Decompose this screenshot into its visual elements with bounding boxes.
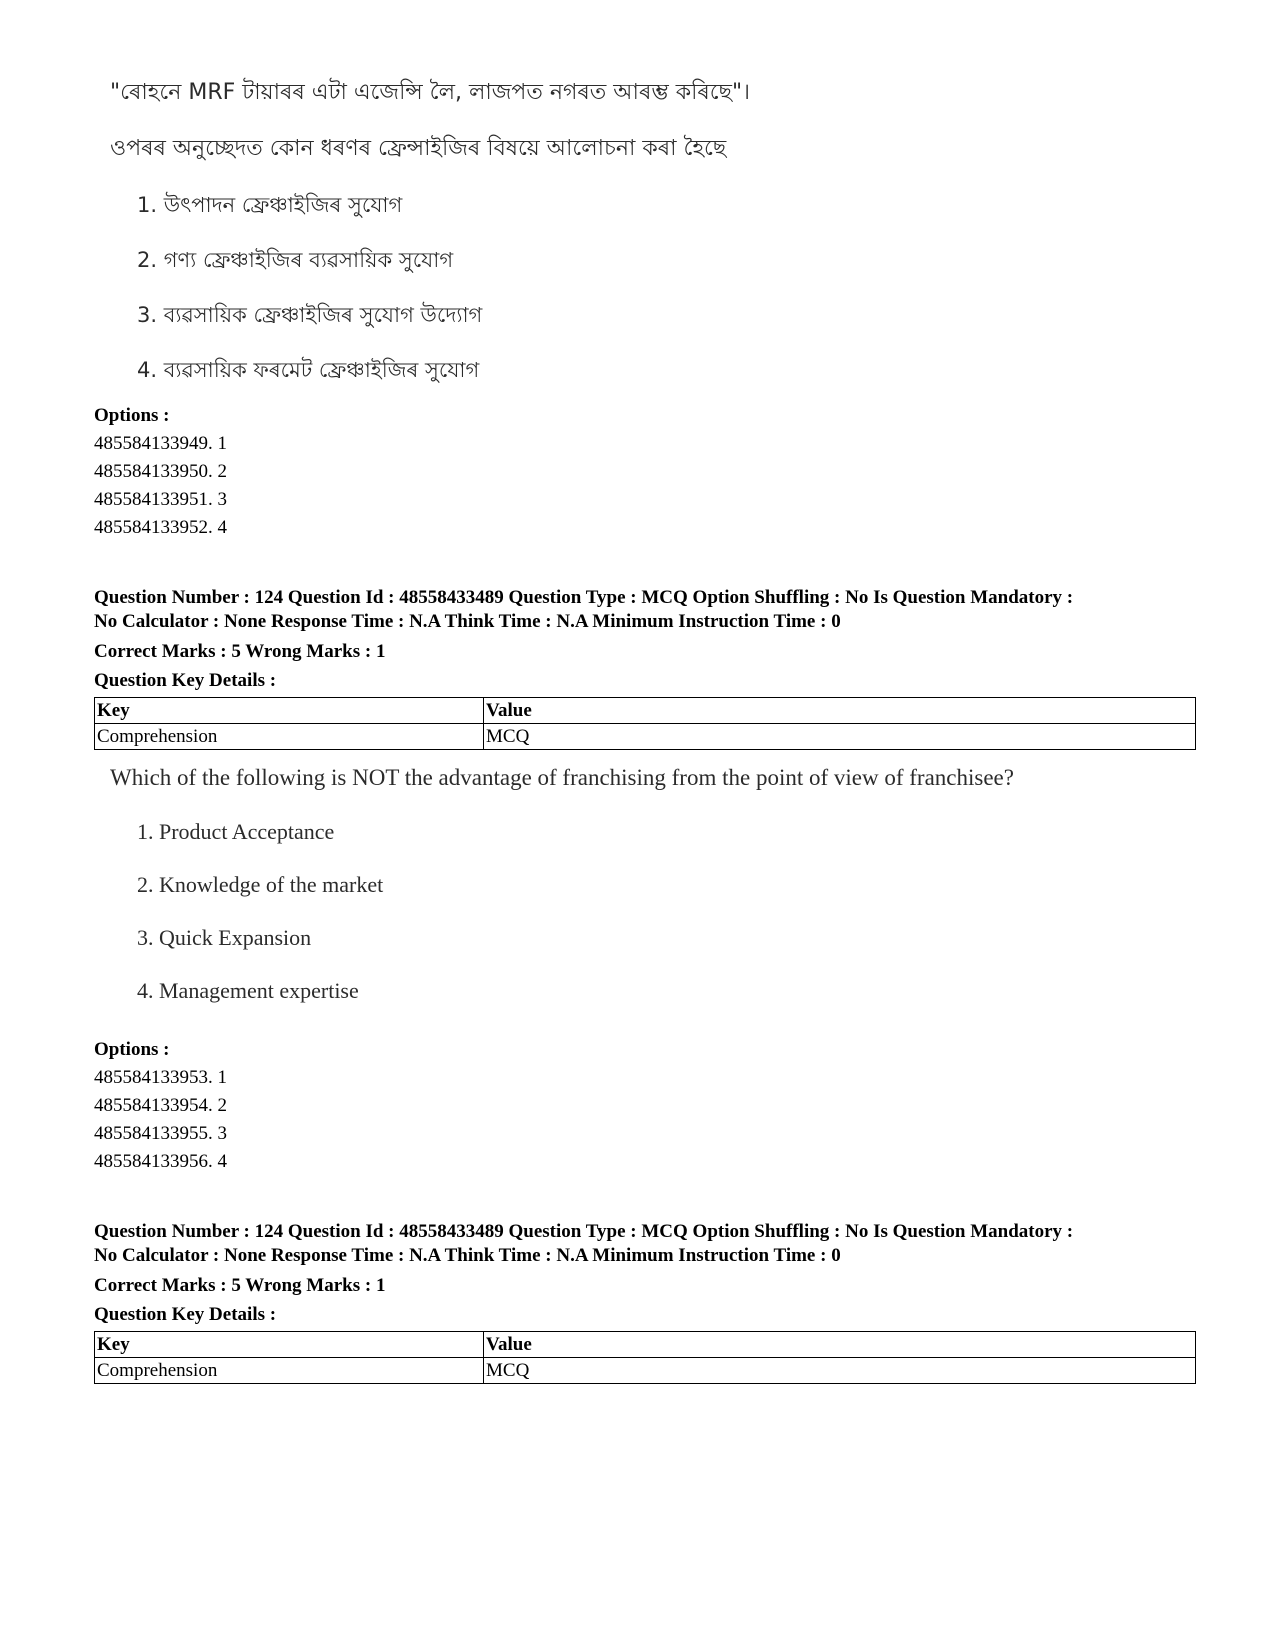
option-item: 485584133951. 3 [94, 489, 227, 510]
question-choice: 4. Management expertise [137, 978, 359, 1003]
table-header-cell: Value [484, 1332, 1196, 1358]
option-item: 485584133952. 4 [94, 517, 227, 538]
option-item: 485584133949. 1 [94, 433, 227, 454]
question-meta-line: Question Number : 124 Question Id : 48558433489 Question Type : MCQ Option Shuffling : No Is Question Mandatory : [94, 587, 1074, 608]
question-meta-line: Question Number : 124 Question Id : 48558433489 Question Type : MCQ Option Shuffling : No Is Question Mandatory : [94, 1221, 1074, 1242]
key-details-label: Question Key Details : [94, 1304, 277, 1325]
option-item: 485584133954. 2 [94, 1095, 227, 1116]
option-item: 485584133955. 3 [94, 1123, 227, 1144]
question-marks: Correct Marks : 5 Wrong Marks : 1 [94, 1275, 386, 1296]
options-label: Options : [94, 405, 170, 426]
table-header-cell: Key [95, 698, 484, 724]
table-row [95, 724, 1196, 750]
options-list [94, 402, 227, 542]
table-cell: MCQ [484, 724, 1196, 750]
question-choice: 1. Product Acceptance [137, 819, 335, 844]
question-choice: 2. Knowledge of the market [137, 872, 384, 897]
question-choice: 4. ব্যৱসায়িক ফৰমেট ফ্ৰেঞ্চাইজিৰ সুযোগ [137, 358, 480, 382]
key-details-label: Question Key Details : [94, 670, 277, 691]
option-item: 485584133956. 4 [94, 1151, 227, 1172]
question-meta-line: No Calculator : None Response Time : N.A Think Time : N.A Minimum Instruction Time : 0 [94, 1245, 841, 1266]
option-item: 485584133953. 1 [94, 1067, 227, 1088]
options-list [94, 1036, 227, 1176]
question-stem-line: "ৰোহনে MRF টায়াৰৰ এটা এজেন্সি লৈ, লাজপত নগৰত আৰম্ভ কৰিছে"। [110, 80, 750, 105]
table-cell: Comprehension [95, 724, 484, 750]
table-cell: MCQ [484, 1358, 1196, 1384]
table-row [95, 1358, 1196, 1384]
options-label: Options : [94, 1039, 170, 1060]
question-stem-line: ওপৰৰ অনুচ্ছেদত কোন ধৰণৰ ফ্ৰেন্সাইজিৰ বিষয়ে আলোচনা কৰা হৈছে [110, 136, 727, 161]
option-item: 485584133950. 2 [94, 461, 227, 482]
question-choice: 3. Quick Expansion [137, 925, 312, 950]
table-header-cell: Value [484, 698, 1196, 724]
table-header-row [95, 1332, 1196, 1358]
question-choice: 1. উৎপাদন ফ্ৰেঞ্চাইজিৰ সুযোগ [137, 193, 403, 217]
table-cell: Comprehension [95, 1358, 484, 1384]
key-details-table [94, 697, 1196, 750]
question-image-english [110, 763, 1014, 1029]
question-image-assamese [110, 78, 750, 385]
question-metadata [94, 586, 1194, 750]
table-header-cell: Key [95, 1332, 484, 1358]
question-metadata [94, 1220, 1194, 1384]
question-marks: Correct Marks : 5 Wrong Marks : 1 [94, 641, 386, 662]
key-details-table [94, 1331, 1196, 1384]
question-stem: Which of the following is NOT the advantage of franchising from the point of view of franchisee? [110, 765, 1014, 790]
question-meta-line: No Calculator : None Response Time : N.A Think Time : N.A Minimum Instruction Time : 0 [94, 611, 841, 632]
table-header-row [95, 698, 1196, 724]
question-choice: 2. গণ্য ফ্ৰেঞ্চাইজিৰ ব্যৱসায়িক সুযোগ [137, 248, 454, 272]
question-choice: 3. ব্যৱসায়িক ফ্ৰেঞ্চাইজিৰ সুযোগ উদ্যোগ [137, 303, 483, 327]
